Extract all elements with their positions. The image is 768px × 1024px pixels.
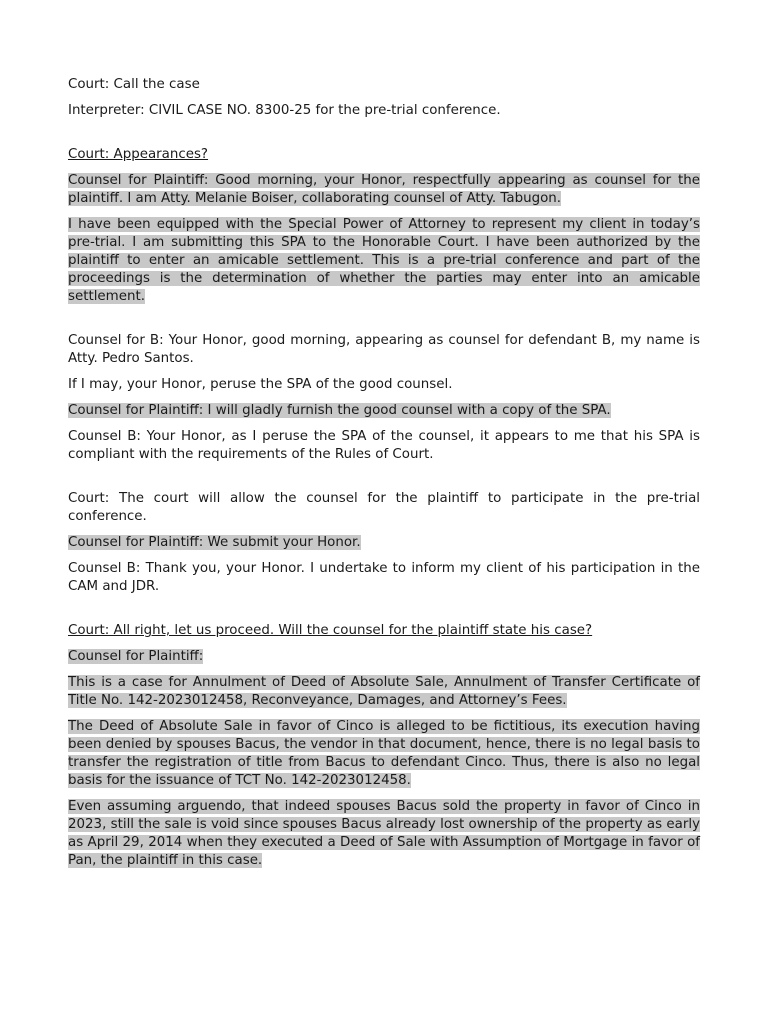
transcript-line-interpreter [68, 102, 700, 120]
transcript-line-plaintiff-submit [68, 534, 700, 552]
transcript-document [68, 76, 700, 878]
spacer [68, 604, 700, 622]
transcript-line-counsel-b-appearance [68, 332, 700, 368]
transcript-line-plaintiff-furnish [68, 402, 700, 420]
highlighted-text: Counsel for Plaintiff: I will gladly furnish the good counsel with a copy of the SPA. [68, 403, 611, 418]
highlighted-text: Counsel for Plaintiff: [68, 649, 204, 664]
transcript-line-plaintiff-appearance [68, 172, 700, 208]
line-text: Counsel B: Your Honor, as I peruse the SPA of the counsel, it appears to me that his SPA is compliant with the requirements of the Rules of Court. [68, 429, 700, 462]
transcript-line-court-appearances [68, 146, 700, 164]
underlined-text: Court: Appearances? [68, 147, 209, 162]
spacer [68, 314, 700, 332]
line-text: If I may, your Honor, peruse the SPA of the good counsel. [68, 377, 453, 392]
transcript-line-arguendo [68, 798, 700, 870]
spacer [68, 128, 700, 146]
highlighted-text: Counsel for Plaintiff: Good morning, your Honor, respectfully appearing as counsel for the plaintiff. I am Atty. Melanie Boiser, collaborating counsel of Atty. Tabugon. [68, 173, 700, 206]
transcript-line-counsel-b-compliant [68, 428, 700, 464]
underlined-text: Court: All right, let us proceed. Will the counsel for the plaintiff state his case? [68, 623, 593, 638]
transcript-line-court-proceed [68, 622, 700, 640]
transcript-line-deed-fictitious [68, 718, 700, 790]
transcript-line-plaintiff-spa [68, 216, 700, 306]
line-text: Counsel for B: Your Honor, good morning, appearing as counsel for defendant B, my name is Atty. Pedro Santos. [68, 333, 700, 366]
highlighted-text: The Deed of Absolute Sale in favor of Cinco is alleged to be fictitious, its execution having been denied by spouses Bacus, the vendor in that document, hence, there is no legal basis to transfer the registration of title from Bacus to defendant Cinco. Thus, there is also no legal basis for the issuance of TCT No. 142-2023012458. [68, 719, 700, 788]
line-text: Court: Call the case [68, 77, 200, 92]
line-text: Interpreter: CIVIL CASE NO. 8300-25 for the pre-trial conference. [68, 103, 501, 118]
transcript-line-court-call [68, 76, 700, 94]
transcript-line-court-allow [68, 490, 700, 526]
spacer [68, 472, 700, 490]
line-text: Counsel B: Thank you, your Honor. I undertake to inform my client of his participation in the CAM and JDR. [68, 561, 700, 594]
highlighted-text: Even assuming arguendo, that indeed spouses Bacus sold the property in favor of Cinco in 2023, still the sale is void since spouses Bacus already lost ownership of the property as early as April 29, 2014 when they executed a Deed of Sale with Assumption of Mortgage in favor of Pan, the plaintiff in this case. [68, 799, 700, 868]
transcript-line-plaintiff-label [68, 648, 700, 666]
transcript-line-counsel-b-peruse [68, 376, 700, 394]
highlighted-text: Counsel for Plaintiff: We submit your Honor. [68, 535, 361, 550]
highlighted-text: I have been equipped with the Special Power of Attorney to represent my client in today’s pre-trial. I am submitting this SPA to the Honorable Court. I have been authorized by the plaintiff to enter an amicable settlement. This is a pre-trial conference and part of the proceedings is the determination of whether the parties may enter into an amicable settlement. [68, 217, 700, 304]
line-text: Court: The court will allow the counsel for the plaintiff to participate in the pre-trial conference. [68, 491, 700, 524]
highlighted-text: This is a case for Annulment of Deed of Absolute Sale, Annulment of Transfer Certificate of Title No. 142-2023012458, Reconveyance, Damages, and Attorney’s Fees. [68, 675, 700, 708]
transcript-line-counsel-b-thanks [68, 560, 700, 596]
transcript-line-case-description [68, 674, 700, 710]
